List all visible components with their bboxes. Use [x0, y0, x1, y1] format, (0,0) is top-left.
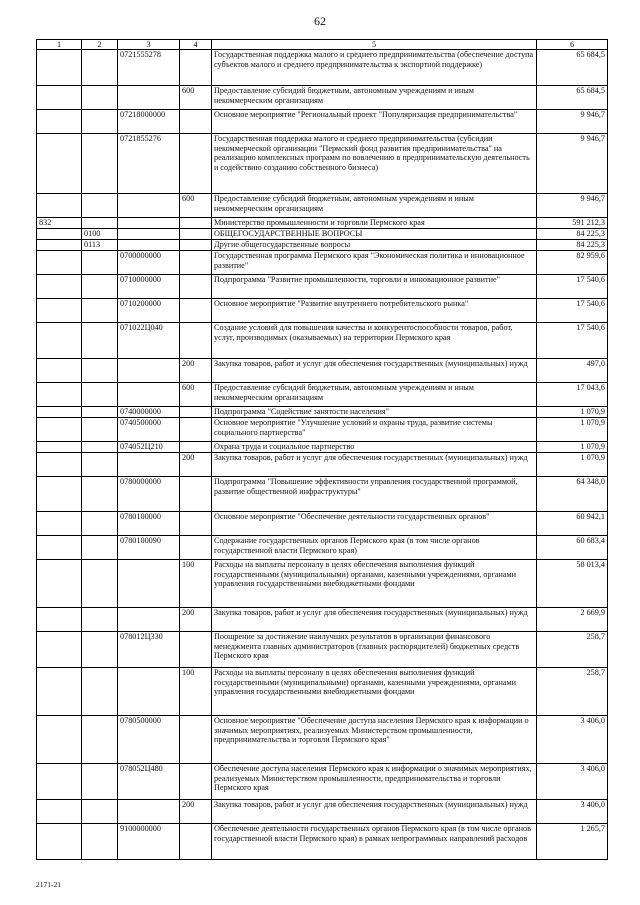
table-cell-c4 — [180, 536, 212, 560]
table-cell-c4 — [180, 442, 212, 453]
table-row — [37, 251, 608, 275]
table-cell-c5: Другие общегосударственные вопросы — [212, 240, 537, 251]
table-cell-c3: 071022Ц040 — [118, 323, 180, 359]
table-row — [37, 716, 608, 764]
table-cell-c4 — [180, 134, 212, 194]
table-cell-c1 — [37, 477, 82, 512]
table-cell-c2: 0113 — [82, 240, 118, 251]
table-cell-c3: 0780000000 — [118, 477, 180, 512]
table-cell-c5: Закупка товаров, работ и услуг для обеспечения государственных (муниципальных) нужд — [212, 800, 537, 824]
table-row — [37, 240, 608, 251]
table-row — [37, 275, 608, 299]
table-cell-c2 — [82, 608, 118, 632]
table-cell-c3: 9100000000 — [118, 824, 180, 860]
table-row — [37, 560, 608, 608]
table-cell-c5: Создание условий для повышения качества и конкурентоспособности товаров, работ, услуг, производимых (оказываемых) на территории Пермского края — [212, 323, 537, 359]
table-cell-c4: 200 — [180, 453, 212, 477]
table-cell-c5: Обеспечение деятельности государственных органов Пермского края (в том числе органов государственной власти Пермского края) в рамках непрограммных направлений расходов — [212, 824, 537, 860]
table-cell-c5: ОБЩЕГОСУДАРСТВЕННЫЕ ВОПРОСЫ — [212, 229, 537, 240]
table-cell-c6: 17 540,6 — [537, 323, 608, 359]
table-row — [37, 800, 608, 824]
header-cell: 1 — [37, 40, 82, 50]
table-cell-c3 — [118, 453, 180, 477]
table-cell-c6: 3 406,0 — [537, 764, 608, 800]
table-row — [37, 86, 608, 110]
table-cell-c3: 0740500000 — [118, 418, 180, 442]
table-cell-c6: 82 959,6 — [537, 251, 608, 275]
table-cell-c1 — [37, 110, 82, 134]
table-row — [37, 477, 608, 512]
table-cell-c6: 1 070,9 — [537, 442, 608, 453]
table-cell-c6: 3 406,0 — [537, 800, 608, 824]
table-cell-c2 — [82, 560, 118, 608]
table-cell-c5: Государственная программа Пермского края "Экономическая политика и инновационное развитие" — [212, 251, 537, 275]
table-row — [37, 608, 608, 632]
table-cell-c1 — [37, 383, 82, 407]
table-cell-c2 — [82, 418, 118, 442]
table-cell-c6: 64 348,0 — [537, 477, 608, 512]
table-cell-c1 — [37, 764, 82, 800]
table-cell-c2 — [82, 86, 118, 110]
table-cell-c3: 0780100000 — [118, 512, 180, 536]
table-cell-c6: 65 684,5 — [537, 50, 608, 86]
table-cell-c5: Министерство промышленности и торговли Пермского края — [212, 218, 537, 229]
table-cell-c3: 074052Ц210 — [118, 442, 180, 453]
table-row — [37, 218, 608, 229]
table-cell-c4: 100 — [180, 560, 212, 608]
table-cell-c6: 17 540,6 — [537, 299, 608, 323]
table-cell-c6: 60 942,1 — [537, 512, 608, 536]
table-cell-c4 — [180, 824, 212, 860]
table-cell-c2 — [82, 299, 118, 323]
table-cell-c5: Предоставление субсидий бюджетным, автономным учреждениям и иным некоммерческим организациям — [212, 194, 537, 218]
table-cell-c4: 100 — [180, 668, 212, 716]
table-row — [37, 383, 608, 407]
table-cell-c4: 600 — [180, 194, 212, 218]
table-cell-c5: Государственная поддержка малого и среднего предпринимательства (субсидии некоммерческой организации "Пермский фонд развития предпринимательства" на реализацию комплексных программ по вовлечению в предпринимательскую деятельность и содействию созданию собственного бизнеса) — [212, 134, 537, 194]
header-cell: 3 — [118, 40, 180, 50]
table-cell-c5: Основное мероприятие "Региональный проект "Популяризация предпринимательства" — [212, 110, 537, 134]
table-cell-c2 — [82, 275, 118, 299]
table-cell-c6: 84 225,3 — [537, 240, 608, 251]
table-row — [37, 229, 608, 240]
table-cell-c2 — [82, 477, 118, 512]
table-cell-c1 — [37, 418, 82, 442]
table-row — [37, 194, 608, 218]
table-cell-c1 — [37, 632, 82, 668]
table-cell-c1 — [37, 86, 82, 110]
table-cell-c2 — [82, 110, 118, 134]
table-cell-c6: 9 946,7 — [537, 110, 608, 134]
table-cell-c4 — [180, 275, 212, 299]
header-cell: 2 — [82, 40, 118, 50]
table-cell-c1 — [37, 536, 82, 560]
table-cell-c4 — [180, 251, 212, 275]
table-cell-c3: 0780100090 — [118, 536, 180, 560]
table-cell-c6: 1 070,9 — [537, 453, 608, 477]
table-cell-c4 — [180, 407, 212, 418]
table-cell-c1 — [37, 323, 82, 359]
table-row — [37, 824, 608, 860]
table-cell-c4 — [180, 50, 212, 86]
table-cell-c4 — [180, 716, 212, 764]
table-cell-c4 — [180, 323, 212, 359]
table-cell-c1 — [37, 134, 82, 194]
table-row — [37, 359, 608, 383]
table-cell-c1 — [37, 560, 82, 608]
table-cell-c1 — [37, 407, 82, 418]
table-cell-c5: Основное мероприятие "Улучшение условий и охраны труда, развитие системы социального партнерства" — [212, 418, 537, 442]
table-cell-c5: Расходы на выплаты персоналу в целях обеспечения выполнения функций государственными (муниципальными) органами, казенными учреждениями, органами управления государственными внебюджетными фондами — [212, 668, 537, 716]
table-row — [37, 453, 608, 477]
table-cell-c2 — [82, 453, 118, 477]
table-cell-c6: 3 406,0 — [537, 716, 608, 764]
header-cell: 5 — [212, 40, 537, 50]
table-row — [37, 407, 608, 418]
table-cell-c2 — [82, 536, 118, 560]
table-cell-c5: Закупка товаров, работ и услуг для обеспечения государственных (муниципальных) нужд — [212, 359, 537, 383]
table-cell-c5: Подпрограмма "Содействие занятости населения" — [212, 407, 537, 418]
table-cell-c6: 2 669,9 — [537, 608, 608, 632]
table-cell-c3 — [118, 800, 180, 824]
table-row — [37, 536, 608, 560]
table-cell-c5: Поощрение за достижение наилучших результатов в организации финансового менеджмента главных администраторов (главных распорядителей) бюджетных средств Пермского края — [212, 632, 537, 668]
table-row — [37, 323, 608, 359]
table-cell-c1 — [37, 716, 82, 764]
table-row — [37, 134, 608, 194]
table-cell-c6: 1 265,7 — [537, 824, 608, 860]
budget-table — [36, 39, 608, 860]
table-cell-c3 — [118, 86, 180, 110]
table-cell-c3 — [118, 383, 180, 407]
table-header-row — [37, 40, 608, 50]
table-cell-c2 — [82, 134, 118, 194]
table-cell-c4: 200 — [180, 800, 212, 824]
table-cell-c6: 1 070,9 — [537, 418, 608, 442]
table-cell-c5: Основное мероприятие "Обеспечение деятельности государственных органов" — [212, 512, 537, 536]
table-cell-c4 — [180, 512, 212, 536]
table-cell-c4 — [180, 764, 212, 800]
table-cell-c4 — [180, 632, 212, 668]
table-cell-c6: 65 684,5 — [537, 86, 608, 110]
table-cell-c5: Охрана труда и социальное партнерство — [212, 442, 537, 453]
table-cell-c6: 17 540,6 — [537, 275, 608, 299]
table-cell-c4 — [180, 477, 212, 512]
table-cell-c3 — [118, 560, 180, 608]
table-cell-c3 — [118, 608, 180, 632]
table-cell-c1 — [37, 240, 82, 251]
table-cell-c5: Закупка товаров, работ и услуг для обеспечения государственных (муниципальных) нужд — [212, 453, 537, 477]
table-row — [37, 299, 608, 323]
page-number: 62 — [314, 14, 326, 28]
table-cell-c2 — [82, 194, 118, 218]
table-cell-c5: Предоставление субсидий бюджетным, автономным учреждениям и иным некоммерческим организациям — [212, 86, 537, 110]
table-cell-c2 — [82, 323, 118, 359]
table-cell-c2 — [82, 764, 118, 800]
table-cell-c4: 600 — [180, 86, 212, 110]
table-cell-c2 — [82, 800, 118, 824]
table-cell-c2 — [82, 218, 118, 229]
table-cell-c3: 0740000000 — [118, 407, 180, 418]
table-cell-c1 — [37, 453, 82, 477]
table-cell-c3 — [118, 194, 180, 218]
table-cell-c3: 078052Ц480 — [118, 764, 180, 800]
table-row — [37, 764, 608, 800]
table-cell-c2 — [82, 383, 118, 407]
table-cell-c2 — [82, 716, 118, 764]
table-cell-c3: 0710000000 — [118, 275, 180, 299]
table-cell-c2 — [82, 632, 118, 668]
table-cell-c3: 0710200000 — [118, 299, 180, 323]
table-cell-c5: Закупка товаров, работ и услуг для обеспечения государственных (муниципальных) нужд — [212, 608, 537, 632]
table-cell-c1 — [37, 442, 82, 453]
table-cell-c2 — [82, 407, 118, 418]
table-cell-c2: 0100 — [82, 229, 118, 240]
table-row — [37, 442, 608, 453]
table-cell-c3: 0780500000 — [118, 716, 180, 764]
table-cell-c1 — [37, 824, 82, 860]
table-cell-c6: 9 946,7 — [537, 194, 608, 218]
table-cell-c4: 200 — [180, 359, 212, 383]
table-row — [37, 110, 608, 134]
table-cell-c5: Расходы на выплаты персоналу в целях обеспечения выполнения функций государственными (муниципальными) органами, казенными учреждениями, органами управления государственными внебюджетными фондами — [212, 560, 537, 608]
table-cell-c4 — [180, 240, 212, 251]
table-cell-c3 — [118, 218, 180, 229]
table-cell-c3: 0721555278 — [118, 50, 180, 86]
table-cell-c1 — [37, 251, 82, 275]
table-cell-c3: 0700000000 — [118, 251, 180, 275]
footer-code: 2171-21 — [36, 880, 61, 889]
table-cell-c4 — [180, 110, 212, 134]
table-cell-c6: 591 212,3 — [537, 218, 608, 229]
table-cell-c2 — [82, 50, 118, 86]
table-cell-c2 — [82, 442, 118, 453]
table-cell-c2 — [82, 512, 118, 536]
table-cell-c2 — [82, 824, 118, 860]
table-cell-c1 — [37, 608, 82, 632]
table-cell-c2 — [82, 251, 118, 275]
table-cell-c4: 600 — [180, 383, 212, 407]
header-cell: 6 — [537, 40, 608, 50]
table-cell-c6: 9 946,7 — [537, 134, 608, 194]
header-cell: 4 — [180, 40, 212, 50]
table-cell-c1 — [37, 359, 82, 383]
table-row — [37, 50, 608, 86]
table-cell-c3: 07218000000 — [118, 110, 180, 134]
table-cell-c3: 0721855276 — [118, 134, 180, 194]
table-cell-c4 — [180, 299, 212, 323]
table-cell-c1 — [37, 512, 82, 536]
table-cell-c3: 078012Ц330 — [118, 632, 180, 668]
table-cell-c5: Государственная поддержка малого и среднего предпринимательства (обеспечение доступа субъектов малого и среднего предпринимательства к экспортной поддержке) — [212, 50, 537, 86]
table-cell-c3 — [118, 359, 180, 383]
table-cell-c2 — [82, 668, 118, 716]
table-row — [37, 632, 608, 668]
table-cell-c3 — [118, 668, 180, 716]
table-cell-c1 — [37, 194, 82, 218]
table-cell-c5: Основное мероприятие "Обеспечение доступа населения Пермского края к информации о значимых мероприятиях, реализуемых Министерством промышленности, предпринимательства и торговли Пермского края" — [212, 716, 537, 764]
table-row — [37, 418, 608, 442]
table-cell-c6: 1 070,9 — [537, 407, 608, 418]
table-cell-c4: 200 — [180, 608, 212, 632]
table-cell-c1 — [37, 299, 82, 323]
table-cell-c6: 84 225,3 — [537, 229, 608, 240]
table-cell-c1 — [37, 800, 82, 824]
table-cell-c6: 58 013,4 — [537, 560, 608, 608]
table-cell-c3 — [118, 229, 180, 240]
table-cell-c1: 832 — [37, 218, 82, 229]
table-cell-c1 — [37, 50, 82, 86]
table-cell-c5: Обеспечение доступа населения Пермского края к информации о значимых мероприятиях, реализуемых Министерством промышленности, предпринимательства и торговли Пермского края — [212, 764, 537, 800]
table-cell-c3 — [118, 240, 180, 251]
table-cell-c5: Предоставление субсидий бюджетным, автономным учреждениям и иным некоммерческим организациям — [212, 383, 537, 407]
table-cell-c4 — [180, 218, 212, 229]
table-cell-c5: Подпрограмма "Повышение эффективности управления государственной программой, развитие общественной инфраструктуры" — [212, 477, 537, 512]
table-cell-c1 — [37, 275, 82, 299]
table-cell-c6: 60 683,4 — [537, 536, 608, 560]
table-cell-c6: 17 043,6 — [537, 383, 608, 407]
table-cell-c1 — [37, 668, 82, 716]
table-cell-c6: 258,7 — [537, 632, 608, 668]
table-cell-c5: Подпрограмма "Развитие промышленности, торговли и инновационное развитие" — [212, 275, 537, 299]
table-cell-c6: 258,7 — [537, 668, 608, 716]
table-cell-c4 — [180, 418, 212, 442]
table-cell-c1 — [37, 229, 82, 240]
table-cell-c6: 497,0 — [537, 359, 608, 383]
table-row — [37, 668, 608, 716]
table-cell-c4 — [180, 229, 212, 240]
table-row — [37, 512, 608, 536]
table-cell-c2 — [82, 359, 118, 383]
table-cell-c5: Содержание государственных органов Пермского края (в том числе органов государственной власти Пермского края) — [212, 536, 537, 560]
table-cell-c5: Основное мероприятие "Развитие внутреннего потребительского рынка" — [212, 299, 537, 323]
